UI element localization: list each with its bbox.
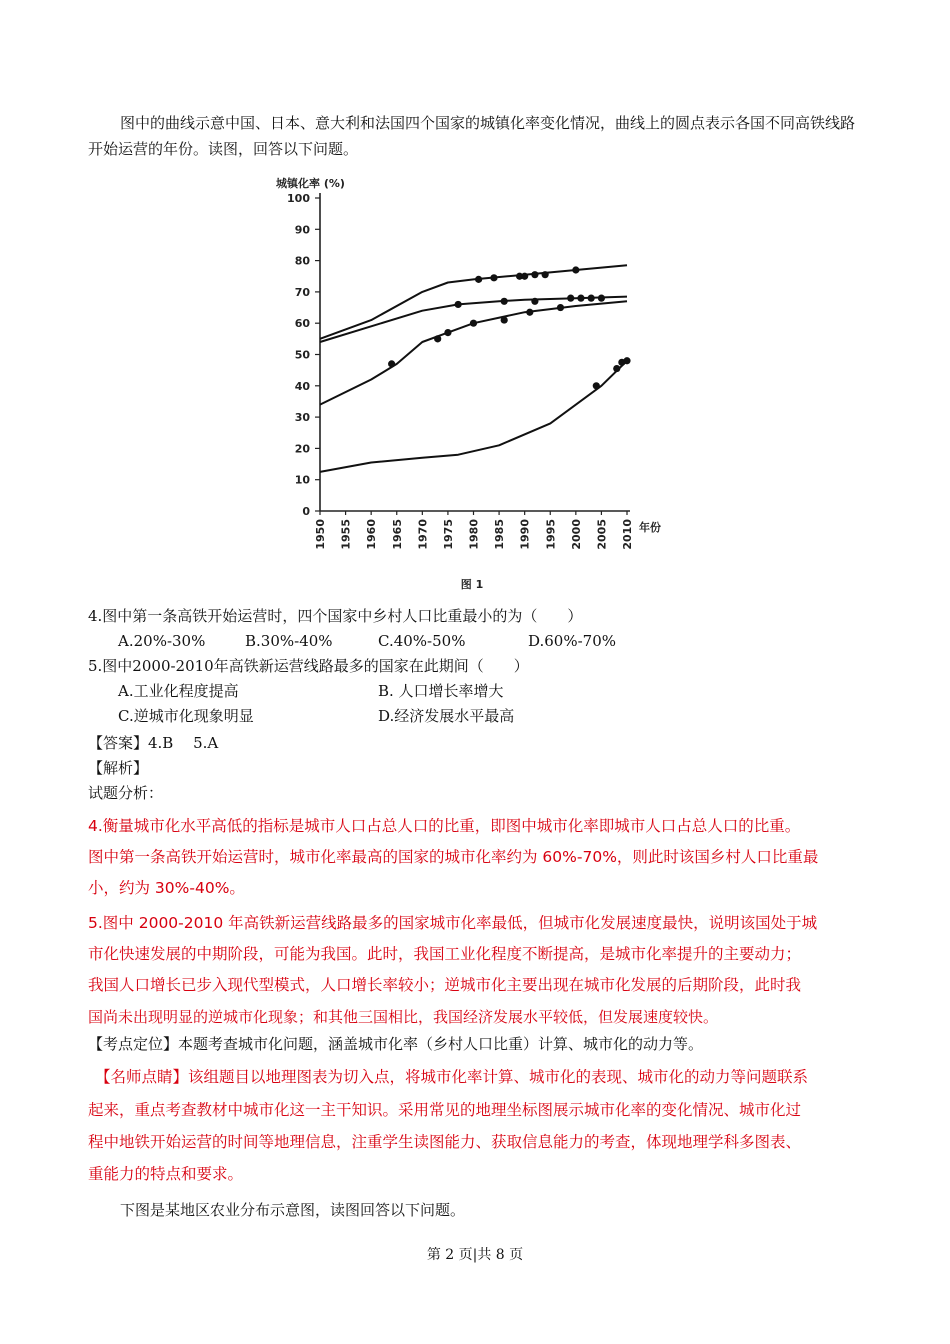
question-4-stem: 4.图中第一条高铁开始运营时，四个国家中乡村人口比重最小的为（ ） [88,607,583,625]
explain-4-line: 4.衡量城市化水平高低的指标是城市人口占总人口的比重，即图中城市化率即城市人口占总人口的比重。 [88,817,801,835]
x-tick-label: 1970 [416,519,430,550]
x-tick-label: 1975 [441,519,455,550]
x-tick-label: 1990 [518,519,532,550]
q5-option-d: D.经济发展水平最高 [378,707,515,725]
curve-3-rail-dot [444,329,451,336]
q4-option-b: B.30%-40% [245,632,333,650]
curve-3-rail-dot [557,304,564,311]
q4-option-d: D.60%-70% [528,632,617,650]
curve-1-rail-dot [542,271,549,278]
curve-1-rail-dot [475,276,482,283]
curve-2-rail-dot [455,301,462,308]
curve-2-rail-dot [501,298,508,305]
analysis-title: 试题分析： [88,784,164,802]
y-tick-label: 40 [294,379,310,393]
curve-1-rail-dot [531,271,538,278]
curve-3-rail-dot [434,335,441,342]
curve-3-rail-dot [470,320,477,327]
next-question-intro: 下图是某地区农业分布示意图，读图回答以下问题。 [120,1201,466,1219]
q5-option-b: B. 人口增长率增大 [378,682,504,700]
explain-5-line: 5.图中 2000-2010 年高铁新运营线路最多的国家城市化率最低，但城市化发展速度最快，说明该国处于城 [88,914,818,932]
curve-4-rail-dot [593,382,600,389]
y-tick-label: 0 [302,505,310,518]
explain-5-line: 市化快速发展的中期阶段，可能为我国。此时，我国工业化程度不断提高，是城市化率提升的主要动力； [88,945,802,963]
q5-option-a: A.工业化程度提高 [118,682,239,700]
mingshi-line: 程中地铁开始运营的时间等地理信息，注重学生读图能力、获取信息能力的考查，体现地理学科多图表、 [88,1133,802,1151]
curve-1-rail-dot [521,273,528,280]
curve-2-rail-dot [598,295,605,302]
curve-4-rail-dot [613,365,620,372]
kaodian-line: 【考点定位】本题考查城市化问题，涵盖城市化率（乡村人口比重）计算、城市化的动力等。 [88,1035,704,1053]
explain-5-line: 国尚未出现明显的逆城市化现象；和其他三国相比，我国经济发展水平较低，但发展速度较快。 [88,1008,719,1026]
urbanization-chart [262,163,692,595]
x-tick-label: 1965 [390,519,404,550]
curve-3-rail-dot [501,316,508,323]
explain-5-line: 我国人口增长已步入现代型模式，人口增长率较小；逆城市化主要出现在城市化发展的后期阶段，此时我 [88,976,802,994]
curve-1-rail-dot [490,274,497,281]
q5-option-c: C.逆城市化现象明显 [118,707,254,725]
x-tick-label: 1960 [365,519,379,550]
x-tick-label: 1995 [544,519,558,550]
curve-3-rail-dot [388,360,395,367]
mingshi-line: 重能力的特点和要求。 [88,1165,244,1183]
curve-3-rail-dot [526,309,533,316]
curve-2-line [320,297,627,342]
curve-3-line [320,301,627,404]
intro-paragraph: 图中的曲线示意中国、日本、意大利和法国四个国家的城镇化率变化情况，曲线上的圆点表示各国不同高铁线路开始运营的年份。读图，回答以下问题。 [88,114,856,158]
y-tick-label: 60 [294,317,310,331]
page-footer: 第 2 页|共 8 页 [426,1247,524,1263]
y-tick-label: 20 [294,442,310,456]
explain-4-line: 图中第一条高铁开始运营时，城市化率最高的国家的城市化率约为 60%-70%，则此时该国乡村人口比重最 [88,848,819,866]
curve-2-rail-dot [531,298,538,305]
curve-4-line [320,361,627,472]
x-tick-label: 1950 [314,519,327,550]
x-axis-label: 年份 [639,521,661,534]
q4-option-c: C.40%-50% [378,632,466,650]
y-tick-label: 70 [294,285,310,299]
analysis-tag: 【解析】 [88,759,149,777]
curve-2-rail-dot [577,295,584,302]
x-tick-label: 1955 [339,519,353,550]
q4-option-a: A.20%-30% [118,632,206,650]
x-tick-label: 2000 [569,519,583,550]
explain-4-line: 小，约为 30%-40%。 [88,879,245,897]
x-tick-label: 2010 [621,519,634,550]
y-tick-label: 10 [294,473,310,487]
mingshi-line: 【名师点睛】该组题目以地理图表为切入点，将城市化率计算、城市化的表现、城市化的动力等问题联系 [95,1068,809,1086]
y-tick-label: 90 [294,223,310,237]
question-5-stem: 5.图中2000-2010年高铁新运营线路最多的国家在此期间（ ） [88,657,529,675]
curve-4-rail-dot [623,357,630,364]
y-tick-label: 30 [294,411,310,425]
curve-2-rail-dot [588,295,595,302]
y-tick-label: 100 [287,192,310,205]
x-tick-label: 1985 [493,519,507,550]
mingshi-line: 起来，重点考查教材中城市化这一主干知识。采用常见的地理坐标图展示城市化率的变化情况、城市化过 [88,1101,802,1119]
y-tick-label: 80 [294,254,310,268]
y-axis-label: 城镇化率 (%) [276,177,345,190]
answer-line: 【答案】4.B 5.A [88,734,219,752]
x-tick-label: 1980 [467,519,481,550]
y-tick-label: 50 [294,348,310,362]
figure-caption: 图 1 [460,578,484,591]
curve-2-rail-dot [567,295,574,302]
x-tick-label: 2005 [595,519,609,550]
curve-1-rail-dot [572,266,579,273]
